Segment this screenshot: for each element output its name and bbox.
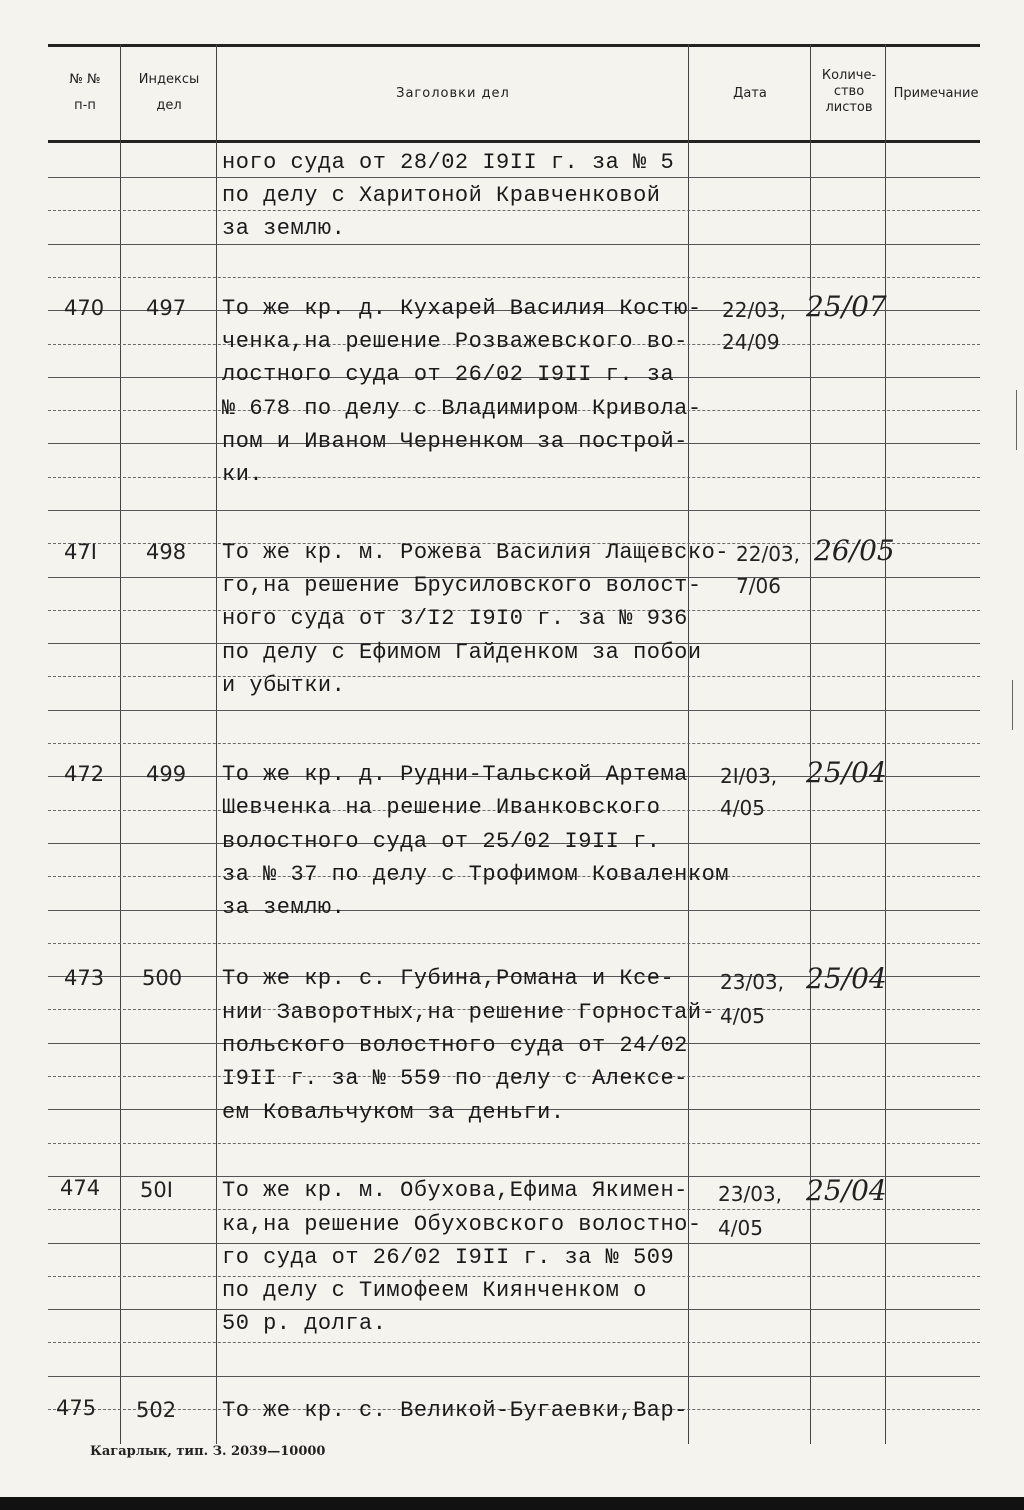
record-number: 472 (64, 762, 105, 786)
header-index (122, 70, 216, 116)
record-title-line: То же кр. с. Губина,Романа и Ксе- (222, 966, 675, 991)
record-title-line: То же кр. д. Кухарей Василия Костю- (222, 296, 702, 321)
ruled-line (48, 1143, 980, 1144)
record-date-end: 7/06 (736, 574, 781, 598)
header-index-sub: дел (156, 98, 182, 113)
ruled-line (48, 510, 980, 511)
record-number: 475 (56, 1396, 97, 1420)
record-number: 474 (60, 1176, 101, 1200)
record-title-line: за землю. (222, 895, 346, 920)
record-index: 498 (146, 540, 187, 564)
record-title-line: То же кр. м. Рожева Василия Лащевско- (222, 540, 729, 565)
printer-imprint: Кагарлык, тип. З. 2039—10000 (90, 1444, 326, 1459)
record-date-start: 23/03, (718, 1182, 782, 1206)
record-title-line: по делу с Тимофеем Киянченком о (222, 1278, 647, 1303)
header-qty-line1: Количе- (821, 68, 877, 83)
record-index: 50I (140, 1178, 173, 1202)
record-title-line: волостного суда от 25/02 I9II г. (222, 829, 661, 854)
record-title-line: То же кр. м. Обухова,Ефима Якимен- (222, 1178, 688, 1203)
record-index: 497 (146, 296, 187, 320)
record-title-line: го,на решение Брусиловского волост- (222, 573, 702, 598)
record-date-start: 22/03, (722, 298, 786, 322)
record-title-line: То же кр. с. Великой-Бугаевки,Вар- (222, 1398, 688, 1423)
record-date-end: 4/05 (718, 1216, 763, 1240)
record-title-line: го суда от 26/02 I9II г. за № 509 (222, 1245, 675, 1270)
top-border (48, 44, 980, 47)
ruled-line (48, 1376, 980, 1377)
record-date-end: 4/05 (720, 1004, 765, 1028)
record-title-line: ем Ковальчуком за деньги. (222, 1100, 565, 1125)
ruled-line (48, 943, 980, 944)
record-date-end: 4/05 (720, 796, 765, 820)
record-title-line: за № 37 по делу с Трофимом Коваленком (222, 862, 729, 887)
ruled-line (48, 710, 980, 711)
scan-bottom-edge (0, 1497, 1024, 1510)
record-title-line: нии Заворотных,на решение Горностай- (222, 1000, 716, 1025)
ruled-line (48, 1342, 980, 1343)
header-number (52, 70, 118, 116)
record-number: 470 (64, 296, 105, 320)
record-title-line: Шевченка на решение Иванковского (222, 795, 661, 820)
ruled-line (48, 477, 980, 478)
ruled-line (48, 676, 980, 677)
ruled-line (48, 1209, 980, 1210)
record-title-line: лостного суда от 26/02 I9II г. за (222, 362, 675, 387)
col-divider-qty (885, 44, 886, 1444)
record-date-start: 23/03, (720, 970, 784, 994)
record-index: 502 (136, 1398, 177, 1422)
ruled-line (48, 244, 980, 245)
header-qty-line2: ство (833, 84, 865, 99)
col-divider-date (810, 44, 811, 1444)
ruled-line (48, 210, 980, 211)
header-index-label: Индексы (138, 72, 200, 87)
header-number-sub: п-п (74, 98, 96, 113)
record-number: 47I (64, 540, 97, 564)
ruled-line (48, 177, 980, 178)
record-number: 473 (64, 966, 105, 990)
record-date-start: 2I/03, (720, 764, 778, 788)
header-date: Дата (733, 86, 767, 101)
ruled-line (48, 1276, 980, 1277)
right-edge-mark (1016, 390, 1017, 450)
record-title-line: № 678 по делу с Владимиром Криволa- (222, 396, 702, 421)
record-title-line: ченка,на решение Розважевского во- (222, 329, 688, 354)
header-note: Примечание (893, 86, 979, 101)
record-title-line: и убытки. (222, 673, 346, 698)
record-sheet-count: 25/04 (806, 1174, 887, 1207)
continuation-line: за землю. (222, 216, 346, 241)
record-sheet-count: 25/04 (806, 962, 887, 995)
record-date-end: 24/09 (722, 330, 780, 354)
header-qty-line3: листов (825, 100, 873, 115)
continuation-line: ного суда от 28/02 I9II г. за № 5 (222, 150, 675, 175)
record-title-line: пом и Иваном Черненком за построй- (222, 429, 688, 454)
header-title: Заголовки дел (396, 86, 510, 101)
record-sheet-count: 25/07 (806, 290, 887, 323)
record-sheet-count: 26/05 (814, 534, 895, 567)
col-divider-no (120, 44, 121, 1444)
record-title-line: ного суда от 3/I2 I9I0 г. за № 936 (222, 606, 688, 631)
ruled-line (48, 1243, 980, 1244)
record-title-line: по делу с Ефимом Гайденком за побои (222, 640, 702, 665)
ruled-line (48, 1309, 980, 1310)
record-index: 499 (146, 762, 187, 786)
ruled-line (48, 277, 980, 278)
record-date-start: 22/03, (736, 542, 800, 566)
header-bottom-border (48, 140, 980, 143)
record-title-line: То же кр. д. Рудни-Тальской Артема (222, 762, 688, 787)
header-number-label: № № (69, 72, 101, 87)
record-title-line: ка,на решение Обуховского волостно- (222, 1212, 702, 1237)
record-title-line: I9II г. за № 559 по делу с Алексе- (222, 1066, 688, 1091)
right-edge-mark (1012, 680, 1013, 730)
ruled-line (48, 910, 980, 911)
record-sheet-count: 25/04 (806, 756, 887, 789)
col-divider-index (216, 44, 217, 1444)
record-index: 500 (142, 966, 183, 990)
record-title-line: ки. (222, 462, 264, 487)
continuation-line: по делу с Харитоной Кравченковой (222, 183, 661, 208)
record-title-line: 50 р. долга. (222, 1311, 387, 1336)
ruled-line (48, 743, 980, 744)
record-title-line: польского волостного суда от 24/02 (222, 1033, 688, 1058)
header-sheet-count (812, 68, 886, 116)
